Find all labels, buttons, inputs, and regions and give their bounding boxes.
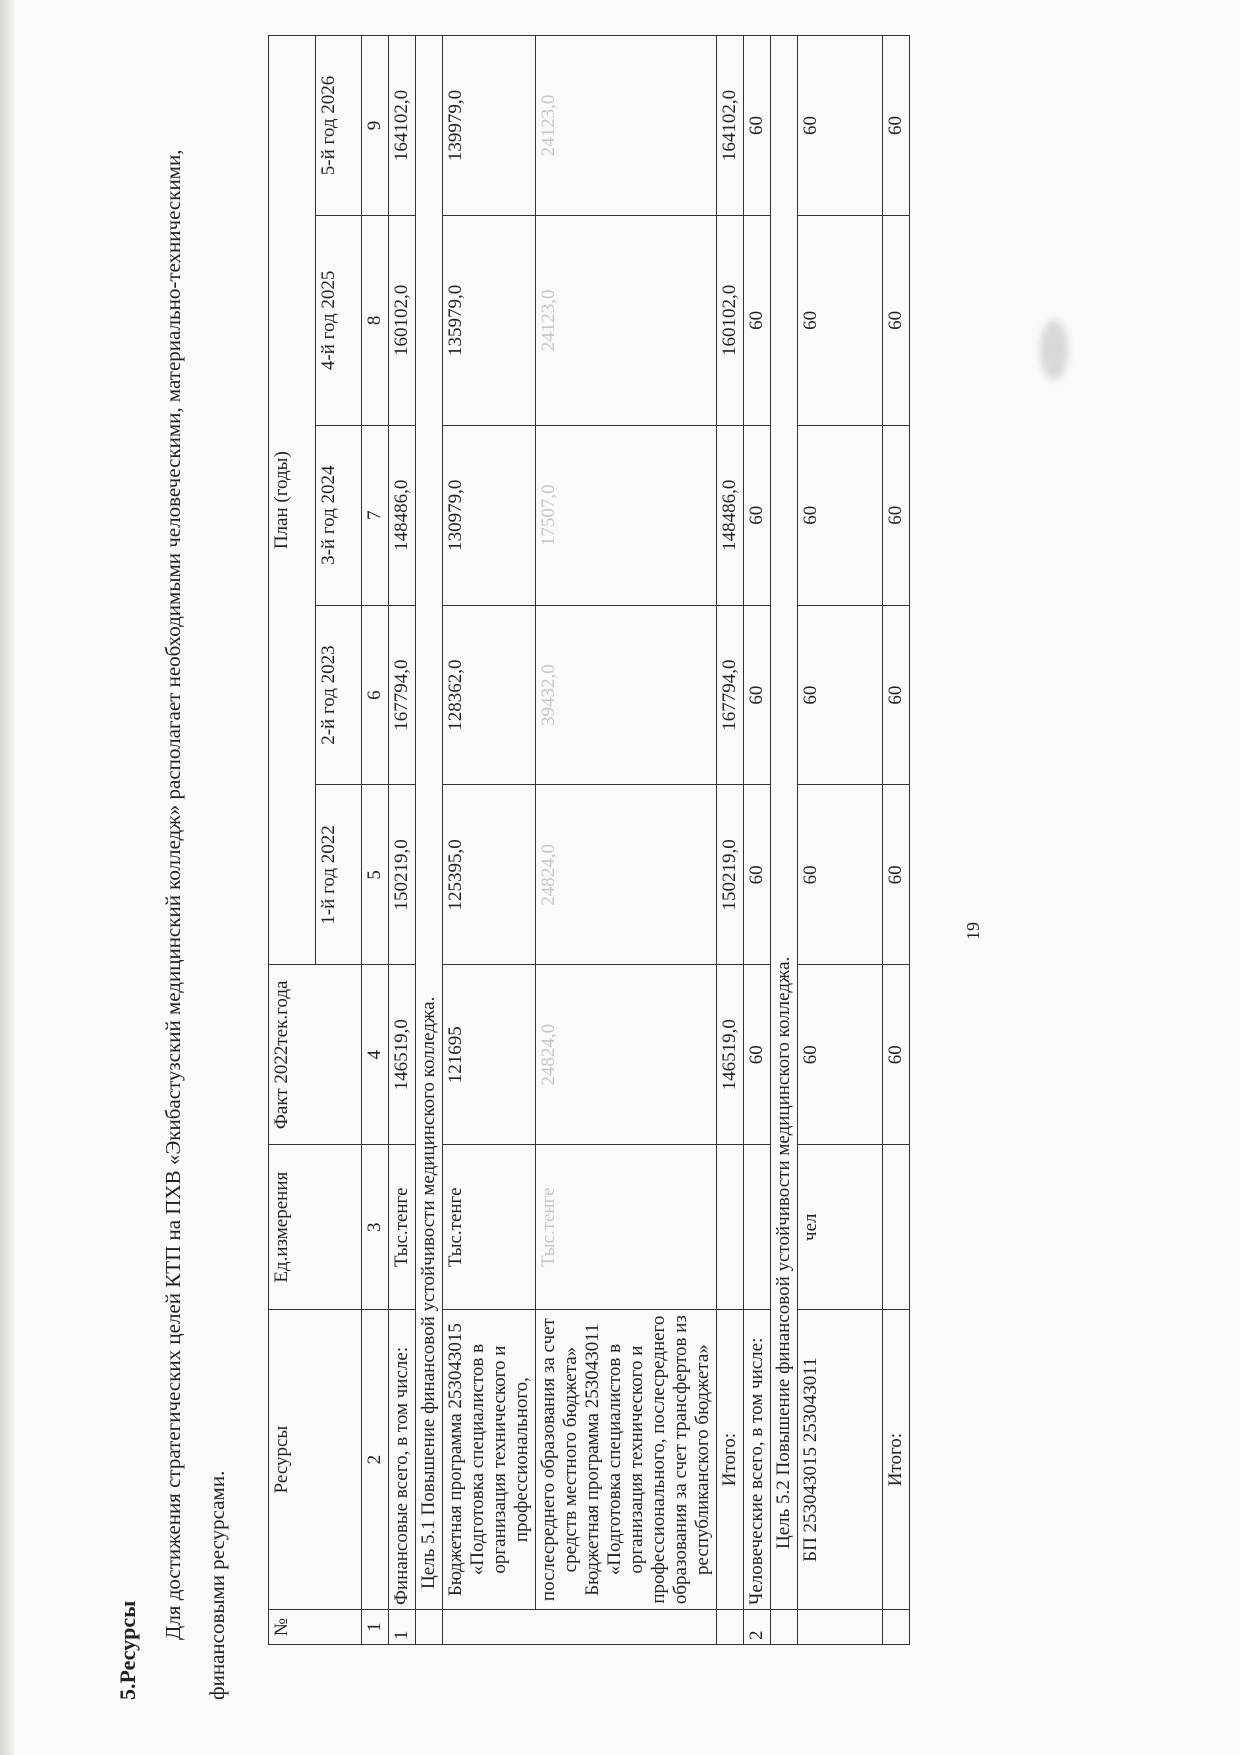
human-unit [744, 1145, 771, 1310]
hum-itogo-y1: 60 [883, 785, 910, 965]
column-number-row [362, 36, 389, 1645]
bp-unit: чел [798, 1145, 883, 1310]
fin-itogo-fact: 146519,0 [717, 965, 744, 1145]
section-title: 5.Ресурсы [115, 1600, 140, 1700]
program-1-y1: 125395,0 [443, 785, 536, 965]
hum-itogo-num [883, 1610, 910, 1645]
header-year-3: 3-й год 2024 [315, 425, 362, 605]
page-number: 19 [963, 922, 983, 940]
fin-itogo-y4: 160102,0 [717, 215, 744, 425]
program-2-y1: 24824,0 [536, 785, 717, 965]
hum-itogo-label: Итого: [883, 1310, 910, 1610]
fin-itogo-num [717, 1610, 744, 1645]
hum-itogo-y4: 60 [883, 215, 910, 425]
program-2-y3: 17507,0 [536, 425, 717, 605]
hum-itogo-unit [883, 1145, 910, 1310]
program-2-fact: 24824,0 [536, 965, 717, 1145]
fin-itogo-y2: 167794,0 [717, 605, 744, 785]
hum-itogo-y5: 60 [883, 36, 910, 216]
header-year-2: 2-й год 2023 [315, 605, 362, 785]
goal-2-row [771, 36, 798, 1645]
value-y2: 167794,0 [389, 605, 416, 785]
bp-y4: 60 [798, 215, 883, 425]
hum-itogo-y2: 60 [883, 605, 910, 785]
program-2-name: послесреднего образования за счет средств местного бюджета» Бюджетная программа 253043011 «Подготовка специалистов в организация технического и профессионального, послесреднего образования за счет трансфертов из республиканского бюджета» [536, 1310, 717, 1610]
bp-y3: 60 [798, 425, 883, 605]
colnum-7: 7 [362, 425, 389, 605]
human-y2: 60 [744, 605, 771, 785]
colnum-3: 3 [362, 1145, 389, 1310]
value-fact: 146519,0 [389, 965, 416, 1145]
value-y3: 148486,0 [389, 425, 416, 605]
header-row [269, 36, 316, 1645]
program-1-y3: 130979,0 [443, 425, 536, 605]
header-year-5: 5-й год 2026 [315, 36, 362, 216]
bp-num [798, 1610, 883, 1645]
bp-y5: 60 [798, 36, 883, 216]
program-1-y2: 128362,0 [443, 605, 536, 785]
intro-paragraph: Для достижения стратегических целей КТП на ПХВ «Экибастузский медицинский колледж» располагает необходимыми человеческими, материально-техническими, финансовыми ресурсами. [161, 149, 229, 1700]
human-y3: 60 [744, 425, 771, 605]
program-1-unit: Тыс.тенге [443, 1145, 536, 1310]
hum-itogo-y3: 60 [883, 425, 910, 605]
colnum-9: 9 [362, 36, 389, 216]
human-y4: 60 [744, 215, 771, 425]
program-1-y5: 139979,0 [443, 36, 536, 216]
financial-total-row [389, 36, 416, 1645]
program-1-name: Бюджетная программа 253043015 «Подготовка специалистов в организация технического и профессионального, [443, 1310, 536, 1610]
goal-2-num [771, 1610, 798, 1645]
row-num: 1 [389, 1610, 416, 1645]
program-2-y4: 24123,0 [536, 215, 717, 425]
goal-1-row [416, 36, 443, 1645]
bp-name: БП 253043015 253043011 [798, 1310, 883, 1610]
human-fact: 60 [744, 965, 771, 1145]
human-itogo-row [883, 36, 910, 1645]
row-unit: Тыс.тенге [389, 1145, 416, 1310]
program-2-unit: Тыс.тенге [536, 1145, 717, 1310]
program-1-fact: 121695 [443, 965, 536, 1145]
human-num: 2 [744, 1610, 771, 1645]
hum-itogo-fact: 60 [883, 965, 910, 1145]
header-plan: План (годы) [269, 36, 316, 965]
human-name: Человеческие всего, в том числе: [744, 1310, 771, 1610]
colnum-8: 8 [362, 215, 389, 425]
human-y1: 60 [744, 785, 771, 965]
program-1-y4: 135979,0 [443, 215, 536, 425]
value-y1: 150219,0 [389, 785, 416, 965]
fin-itogo-unit [717, 1145, 744, 1310]
header-fact: Факт 2022тек.года [269, 965, 362, 1145]
goal-1-text: Цель 5.1 Повышение финансовой устойчивости медицинского колледжа. [416, 36, 443, 1610]
human-y5: 60 [744, 36, 771, 216]
fin-itogo-y5: 164102,0 [717, 36, 744, 216]
colnum-4: 4 [362, 965, 389, 1145]
header-year-1: 1-й год 2022 [315, 785, 362, 965]
resources-table [268, 35, 910, 1645]
header-year-4: 4-й год 2025 [315, 215, 362, 425]
colnum-2: 2 [362, 1310, 389, 1610]
header-resources: Ресурсы [269, 1310, 362, 1610]
row-name: Финансовые всего, в том числе: [389, 1310, 416, 1610]
human-total-row [744, 36, 771, 1645]
value-y4: 160102,0 [389, 215, 416, 425]
colnum-1: 1 [362, 1610, 389, 1645]
fin-itogo-label: Итого: [717, 1310, 744, 1610]
header-unit: Ед.измерения [269, 1145, 362, 1310]
program-2-row [536, 36, 717, 1645]
header-num: № [269, 1610, 362, 1645]
bp-row [798, 36, 883, 1645]
bp-y2: 60 [798, 605, 883, 785]
program-num [443, 1610, 717, 1645]
goal-1-num [416, 1610, 443, 1645]
goal-2-text: Цель 5.2 Повышение финансовой устойчивости медицинского колледжа. [771, 36, 798, 1610]
fin-itogo-y1: 150219,0 [717, 785, 744, 965]
fin-itogo-y3: 148486,0 [717, 425, 744, 605]
program-2-y5: 24123,0 [536, 36, 717, 216]
colnum-6: 6 [362, 605, 389, 785]
value-y5: 164102,0 [389, 36, 416, 216]
colnum-5: 5 [362, 785, 389, 965]
program-1-row [443, 36, 536, 1645]
rotated-page [45, 20, 1235, 1740]
bp-y1: 60 [798, 785, 883, 965]
program-2-y2: 39432,0 [536, 605, 717, 785]
financial-itogo-row [717, 36, 744, 1645]
scan-edge [0, 0, 14, 1755]
bp-fact: 60 [798, 965, 883, 1145]
